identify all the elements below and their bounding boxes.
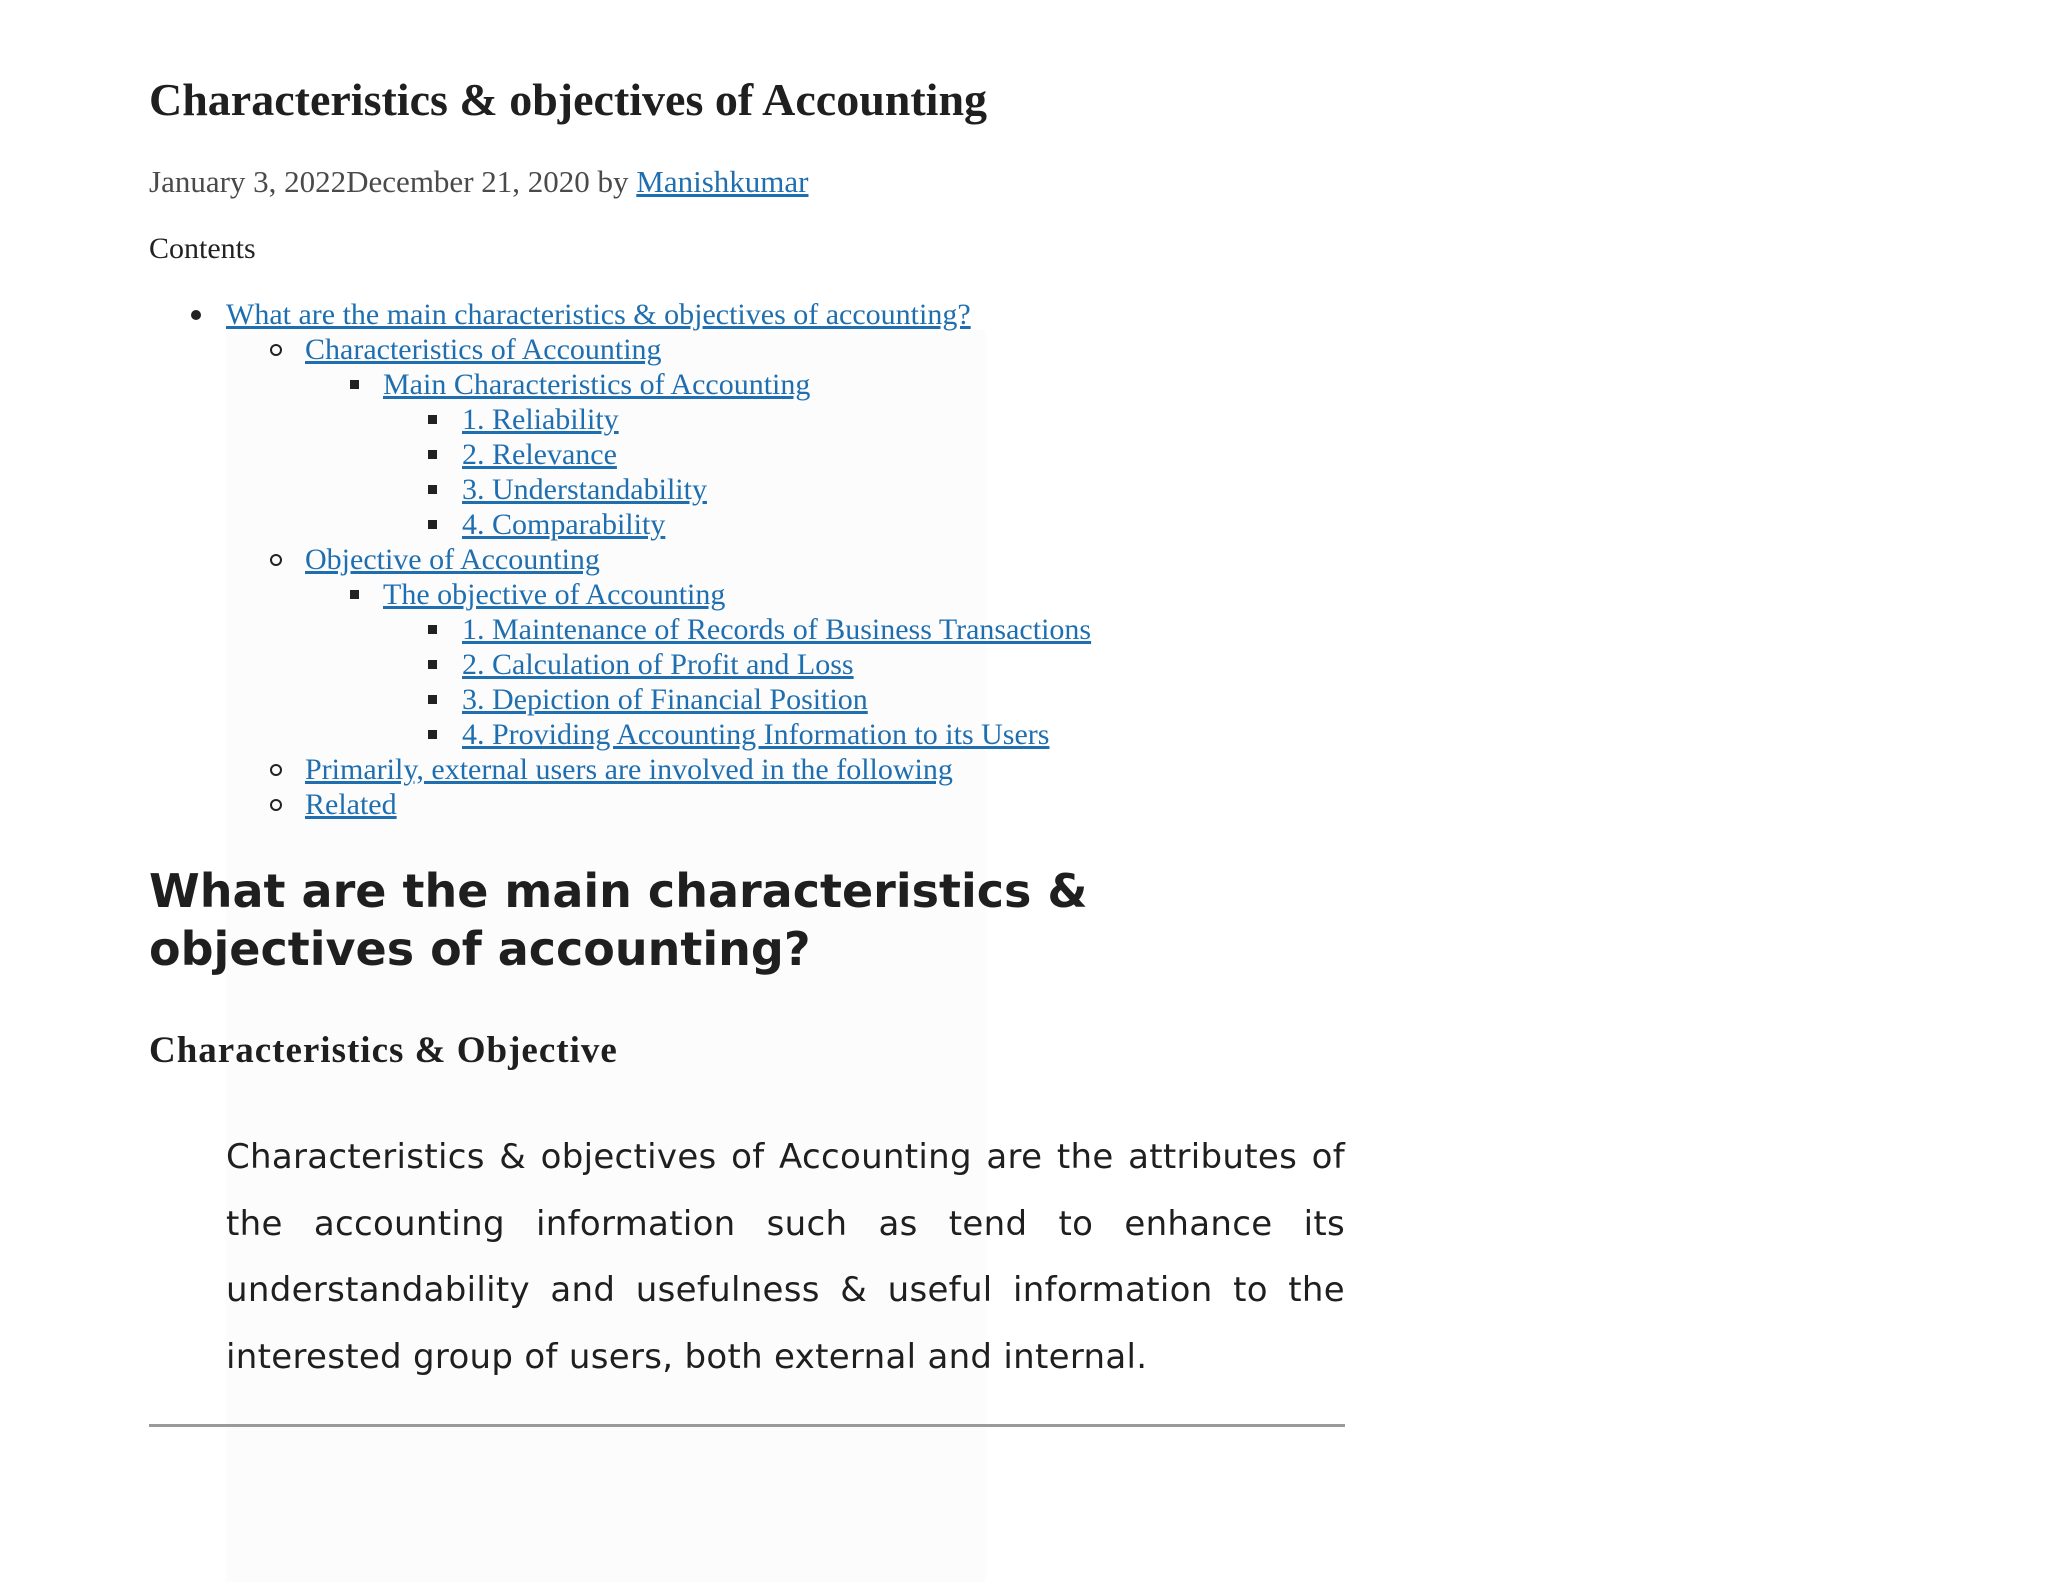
toc-link[interactable]: What are the main characteristics & objectives of accounting? [226, 298, 971, 331]
post-meta [149, 160, 808, 204]
square-bullet-icon [427, 717, 441, 752]
post-title: Characteristics & objectives of Accounting [149, 74, 988, 125]
toc-link[interactable]: Objective of Accounting [305, 543, 600, 576]
published-date: December 21, 2020 [346, 164, 590, 199]
disc-bullet-icon [191, 297, 205, 332]
updated-date: January 3, 2022 [149, 164, 347, 199]
toc-link[interactable]: Main Characteristics of Accounting [383, 368, 811, 401]
sub-heading: Characteristics & Objective [149, 1030, 618, 1071]
square-bullet-icon [427, 682, 441, 717]
square-bullet-icon [427, 647, 441, 682]
horizontal-divider [149, 1424, 1345, 1427]
circle-bullet-icon [270, 542, 284, 577]
toc-link[interactable]: 1. Reliability [462, 403, 619, 436]
toc-link[interactable]: 3. Depiction of Financial Position [462, 683, 868, 716]
square-bullet-icon [427, 612, 441, 647]
toc-link[interactable]: 2. Calculation of Profit and Loss [462, 648, 854, 681]
section-heading: What are the main characteristics & objectives of accounting? [149, 864, 1088, 976]
toc-link[interactable]: 1. Maintenance of Records of Business Transactions [462, 613, 1092, 646]
circle-bullet-icon [270, 787, 284, 822]
circle-bullet-icon [270, 332, 284, 367]
toc-link[interactable]: 4. Comparability [462, 508, 666, 541]
author-link[interactable]: Manishkumar [636, 164, 809, 199]
toc-link[interactable]: 2. Relevance [462, 438, 617, 471]
square-bullet-icon [427, 402, 441, 437]
by-label: by [589, 164, 637, 199]
toc-link[interactable]: 4. Providing Accounting Information to its Users [462, 718, 1050, 751]
toc-link[interactable]: Primarily, external users are involved in the following [305, 753, 953, 786]
square-bullet-icon [427, 472, 441, 507]
toc-link[interactable]: Characteristics of Accounting [305, 333, 662, 366]
square-bullet-icon [349, 577, 363, 612]
intro-paragraph: Characteristics & objectives of Accounting are the attributes of the accounting information such as tend to enhance its understandability and usefulness & useful information to the interested group of users, both external and internal. [226, 1137, 1345, 1377]
square-bullet-icon [427, 507, 441, 542]
square-bullet-icon [349, 367, 363, 402]
toc-label: Contents [149, 232, 256, 265]
circle-bullet-icon [270, 752, 284, 787]
toc-link[interactable]: The objective of Accounting [383, 578, 726, 611]
square-bullet-icon [427, 437, 441, 472]
toc-link[interactable]: Related [305, 788, 397, 821]
toc-link[interactable]: 3. Understandability [462, 473, 707, 506]
